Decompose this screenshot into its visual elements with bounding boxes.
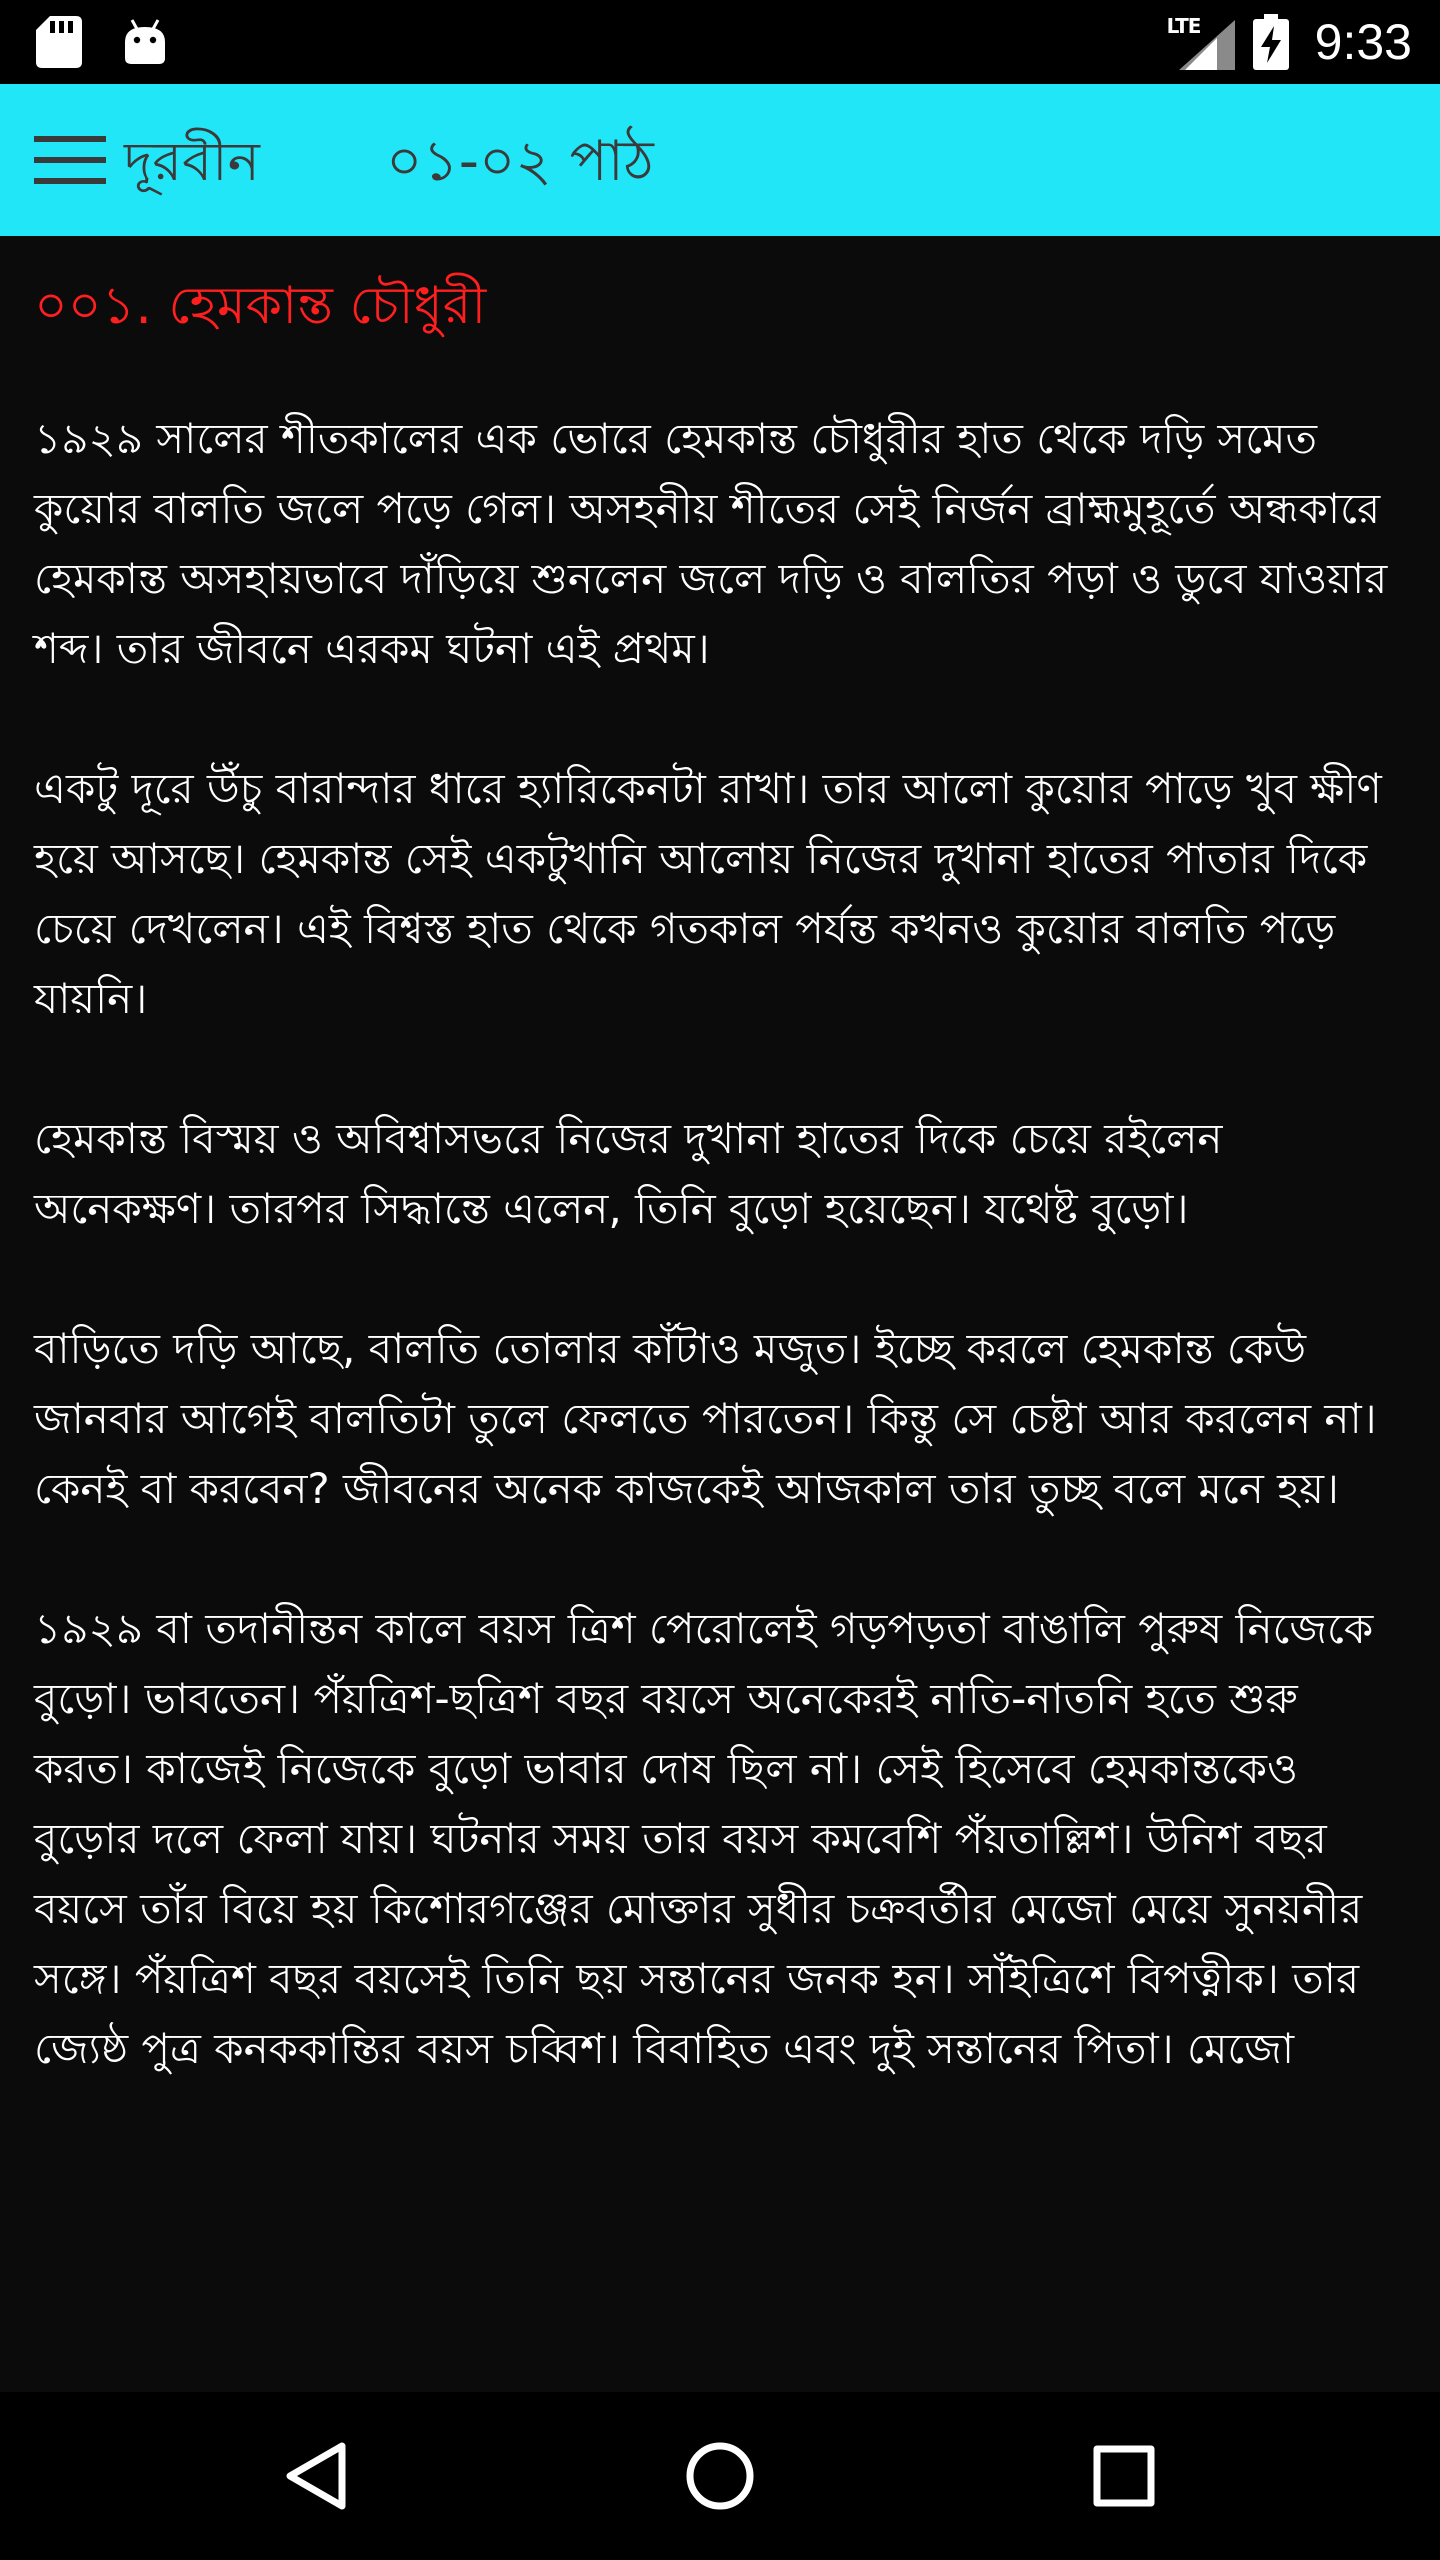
status-notifications (36, 14, 168, 70)
app-title: দূরবীন (124, 130, 260, 193)
paragraph-spacer (34, 1244, 1406, 1314)
menu-button[interactable] (22, 124, 118, 196)
recents-button[interactable] (1074, 2426, 1174, 2526)
status-bar (0, 0, 1440, 84)
paragraph-1: ১৯২৯ সালের শীতকালের এক ভোরে হেমকান্ত চৌধুরীর হাত থেকে দড়ি সমেত কুয়োর বালতি জলে পড়ে গেল। অসহনীয় শীতের সেই নির্জন ব্রাহ্মমুহূর্তে অন্ধকারে হেমকান্ত অসহায়ভাবে দাঁড়িয়ে শুনলেন জলে দড়ি ও বালতির পড়া ও ডুবে যাওয়ার শব্দ। তার জীবনে এরকম ঘটনা এই প্রথম। (34, 414, 1388, 673)
navigation-bar (0, 2392, 1440, 2560)
home-icon (685, 2441, 755, 2511)
back-button[interactable] (266, 2426, 366, 2526)
paragraph-spacer (34, 684, 1406, 754)
reading-content[interactable] (0, 236, 1440, 2392)
paragraph-5: ১৯২৯ বা তদানীন্তন কালে বয়স ত্রিশ পেরোলেই গড়পড়তা বাঙালি পুরুষ নিজেকে বুড়ো। ভাবতেন। পঁয়ত্রিশ-ছত্রিশ বছর বয়সে অনেকেরই নাতি-নাতনি হতে শুরু করত। কাজেই নিজেকে বুড়ো ভাবার দোষ ছিল না। সেই হিসেবে হেমকান্তকেও বুড়োর দলে ফেলা যায়। ঘটনার সময় তার বয়স কমবেশি পঁয়তাল্লিশ। উনিশ বছর বয়সে তাঁর বিয়ে হয় কিশোরগঞ্জের মোক্তার সুধীর চক্রবর্তীর মেজো মেয়ে সুনয়নীর সঙ্গে। পঁয়ত্রিশ বছর বয়সেই তিনি ছয় সন্তানের জনক হন। সাঁইত্রিশে বিপত্নীক। তার জ্যেষ্ঠ পুত্র কনককান্তির বয়স চব্বিশ। বিবাহিত এবং দুই সন্তানের পিতা। মেজো (34, 1604, 1374, 2073)
lte-signal-icon (1167, 14, 1237, 70)
clock: 9:33 (1314, 14, 1412, 70)
paragraph-spacer (34, 1034, 1406, 1104)
recents-icon (1093, 2445, 1155, 2507)
paragraph-3: হেমকান্ত বিস্ময় ও অবিশ্বাসভরে নিজের দুখানা হাতের দিকে চেয়ে রইলেন অনেকক্ষণ। তারপর সিদ্ধান্তে এলেন, তিনি বুড়ো হয়েছেন। যথেষ্ট বুড়ো। (34, 1114, 1223, 1233)
paragraph-2: একটু দূরে উঁচু বারান্দার ধারে হ্যারিকেনটা রাখা। তার আলো কুয়োর পাড়ে খুব ক্ষীণ হয়ে আসছে। হেমকান্ত সেই একটুখানি আলোয় নিজের দুখানা হাতের পাতার দিকে চেয়ে দেখলেন। এই বিশ্বস্ত হাত থেকে গতকাল পর্যন্ত কখনও কুয়োর বালতি পড়ে যায়নি। (34, 764, 1382, 1023)
sd-card-icon (36, 16, 82, 68)
paragraph-4: বাড়িতে দড়ি আছে, বালতি তোলার কাঁটাও মজুত। ইচ্ছে করলে হেমকান্ত কেউ জানবার আগেই বালতিটা তুলে ফেলতে পারতেন। কিন্তু সে চেষ্টা আর করলেন না। কেনই বা করবেন? জীবনের অনেক কাজকেই আজকাল তার তুচ্ছ বলে মনে হয়। (34, 1324, 1377, 1513)
back-icon (284, 2440, 348, 2512)
android-debug-icon (122, 18, 168, 66)
home-button[interactable] (670, 2426, 770, 2526)
title-spacer (34, 348, 1406, 404)
network-label: LTE (1166, 14, 1201, 38)
status-system (1167, 0, 1412, 84)
article (0, 236, 1440, 2084)
app-bar (0, 84, 1440, 236)
paragraph-spacer (34, 1524, 1406, 1594)
hamburger-menu-icon (34, 134, 106, 186)
chapter-title: ০১-০২ পাঠ (386, 129, 654, 194)
battery-charging-icon (1253, 14, 1289, 70)
section-title: ০০১. হেমকান্ত চৌধুরী (34, 276, 487, 336)
